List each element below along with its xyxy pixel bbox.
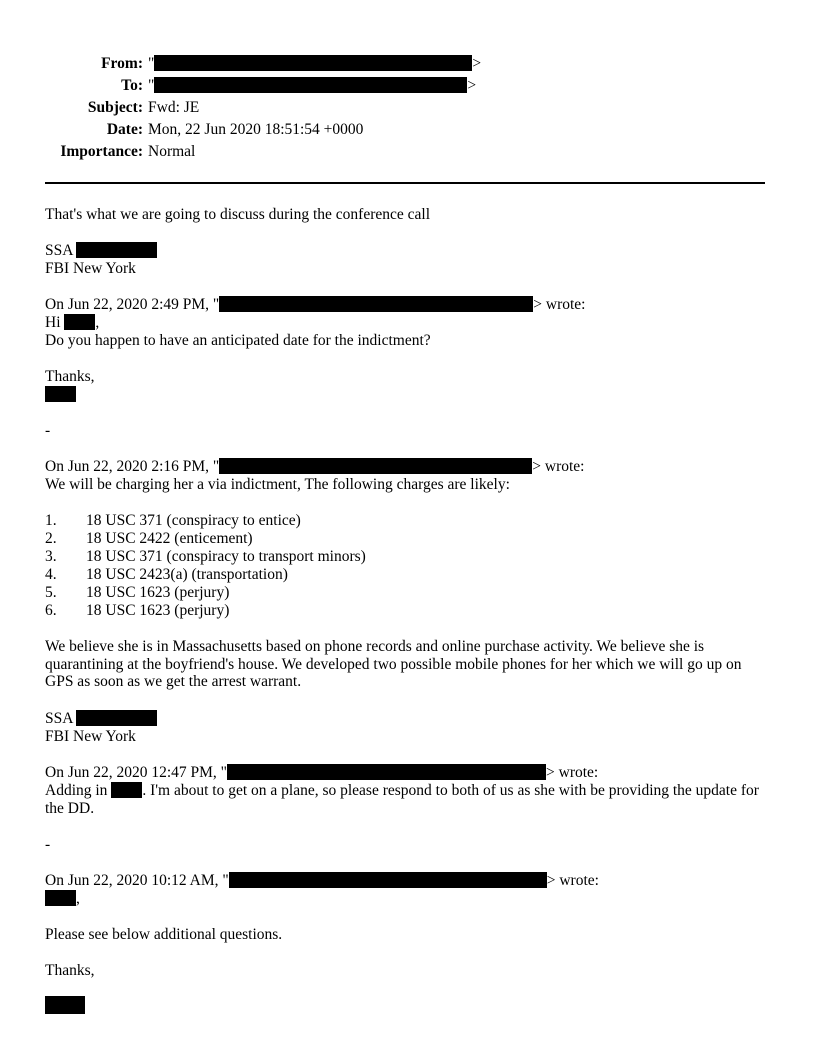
quote-suffix: > wrote: bbox=[533, 296, 586, 313]
redaction-bar bbox=[45, 890, 76, 906]
signature-redacted bbox=[45, 386, 76, 404]
redaction-bar bbox=[227, 764, 546, 780]
charge-number: 2. bbox=[45, 530, 57, 547]
subject-value: Fwd: JE bbox=[148, 99, 200, 116]
greeting-comma: , bbox=[76, 890, 80, 907]
ssa-label: SSA bbox=[45, 242, 73, 259]
quote-suffix: > wrote: bbox=[546, 872, 599, 889]
charge-text: 18 USC 1623 (perjury) bbox=[86, 584, 230, 601]
header-divider bbox=[45, 182, 765, 184]
subject-label: Subject: bbox=[87, 99, 143, 116]
redaction-bar bbox=[111, 782, 142, 798]
from-label: From: bbox=[101, 55, 143, 72]
quote-header-2 bbox=[45, 458, 584, 476]
quote-prefix: On Jun 22, 2020 10:12 AM, " bbox=[45, 872, 229, 889]
adding-prefix: Adding in bbox=[45, 782, 108, 799]
to-quote: " bbox=[148, 77, 155, 94]
signature-title bbox=[45, 710, 157, 728]
signature-office: FBI New York bbox=[45, 728, 136, 745]
question-line: Do you happen to have an anticipated date for the indictment? bbox=[45, 332, 431, 349]
redaction-bar bbox=[64, 314, 95, 330]
charge-text: 18 USC 2422 (enticement) bbox=[86, 530, 253, 547]
redaction-bar bbox=[76, 710, 157, 726]
greeting-line bbox=[45, 314, 99, 332]
charge-text: 18 USC 371 (conspiracy to transport minors) bbox=[86, 548, 366, 565]
separator-dash: - bbox=[45, 836, 51, 853]
to-value bbox=[148, 77, 476, 95]
charge-text: 18 USC 2423(a) (transportation) bbox=[86, 566, 288, 583]
quote-prefix: On Jun 22, 2020 12:47 PM, " bbox=[45, 764, 228, 781]
greeting-redacted bbox=[45, 890, 80, 908]
signature-redacted bbox=[45, 996, 85, 1016]
quote-prefix: On Jun 22, 2020 2:16 PM, " bbox=[45, 458, 220, 475]
quote-header-1 bbox=[45, 296, 585, 314]
please-line: Please see below additional questions. bbox=[45, 926, 283, 943]
charge-number: 5. bbox=[45, 584, 57, 601]
charge-number: 3. bbox=[45, 548, 57, 565]
quote-header-3 bbox=[45, 764, 598, 782]
date-row bbox=[0, 121, 816, 141]
importance-label: Importance: bbox=[60, 143, 143, 160]
quote-header-4 bbox=[45, 872, 599, 890]
signature-office: FBI New York bbox=[45, 260, 136, 277]
charge-text: 18 USC 1623 (perjury) bbox=[86, 602, 230, 619]
thanks-line: Thanks, bbox=[45, 368, 95, 385]
charge-text: 18 USC 371 (conspiracy to entice) bbox=[86, 512, 301, 529]
from-value bbox=[148, 55, 481, 73]
quote-suffix: > wrote: bbox=[546, 764, 599, 781]
redaction-bar bbox=[76, 242, 157, 258]
quote-suffix: > wrote: bbox=[532, 458, 585, 475]
belief-paragraph: We believe she is in Massachusetts based on phone records and online purchase activity. We believe she is quarantining at the boyfriend's house. We developed two possible mobile phones for her which we will go up on GPS as soon as we get the arrest warrant. bbox=[45, 638, 742, 690]
subject-row bbox=[0, 99, 816, 119]
thanks-line: Thanks, bbox=[45, 962, 95, 979]
from-quote: " bbox=[148, 55, 155, 72]
from-end: > bbox=[472, 55, 482, 72]
quote-prefix: On Jun 22, 2020 2:49 PM, " bbox=[45, 296, 220, 313]
redaction-bar bbox=[45, 996, 85, 1014]
charge-number: 4. bbox=[45, 566, 57, 583]
redaction-bar bbox=[219, 458, 532, 474]
date-label: Date: bbox=[106, 121, 143, 138]
charging-line: We will be charging her a via indictment, The following charges are likely: bbox=[45, 476, 510, 493]
importance-value: Normal bbox=[148, 143, 196, 160]
to-end: > bbox=[467, 77, 477, 94]
separator-dash: - bbox=[45, 422, 51, 439]
hi-text: Hi bbox=[45, 314, 61, 331]
redaction-bar bbox=[219, 296, 533, 312]
adding-rest: . I'm about to get on a plane, so please respond to both of us as she with be providing the update for the DD. bbox=[45, 782, 759, 817]
date-value: Mon, 22 Jun 2020 18:51:54 +0000 bbox=[148, 121, 364, 138]
redaction-bar bbox=[229, 872, 547, 888]
adding-paragraph bbox=[45, 782, 770, 817]
ssa-label: SSA bbox=[45, 710, 73, 727]
redaction-bar bbox=[154, 77, 467, 93]
signature-title bbox=[45, 242, 157, 260]
charge-number: 6. bbox=[45, 602, 57, 619]
redaction-bar bbox=[45, 386, 76, 402]
charge-number: 1. bbox=[45, 512, 57, 529]
to-row bbox=[0, 77, 816, 97]
reply-line: That's what we are going to discuss during the conference call bbox=[45, 206, 430, 223]
to-label: To: bbox=[121, 77, 143, 94]
importance-row bbox=[0, 143, 816, 163]
redaction-bar bbox=[154, 55, 472, 71]
from-row bbox=[0, 55, 816, 75]
hi-comma: , bbox=[95, 314, 100, 331]
